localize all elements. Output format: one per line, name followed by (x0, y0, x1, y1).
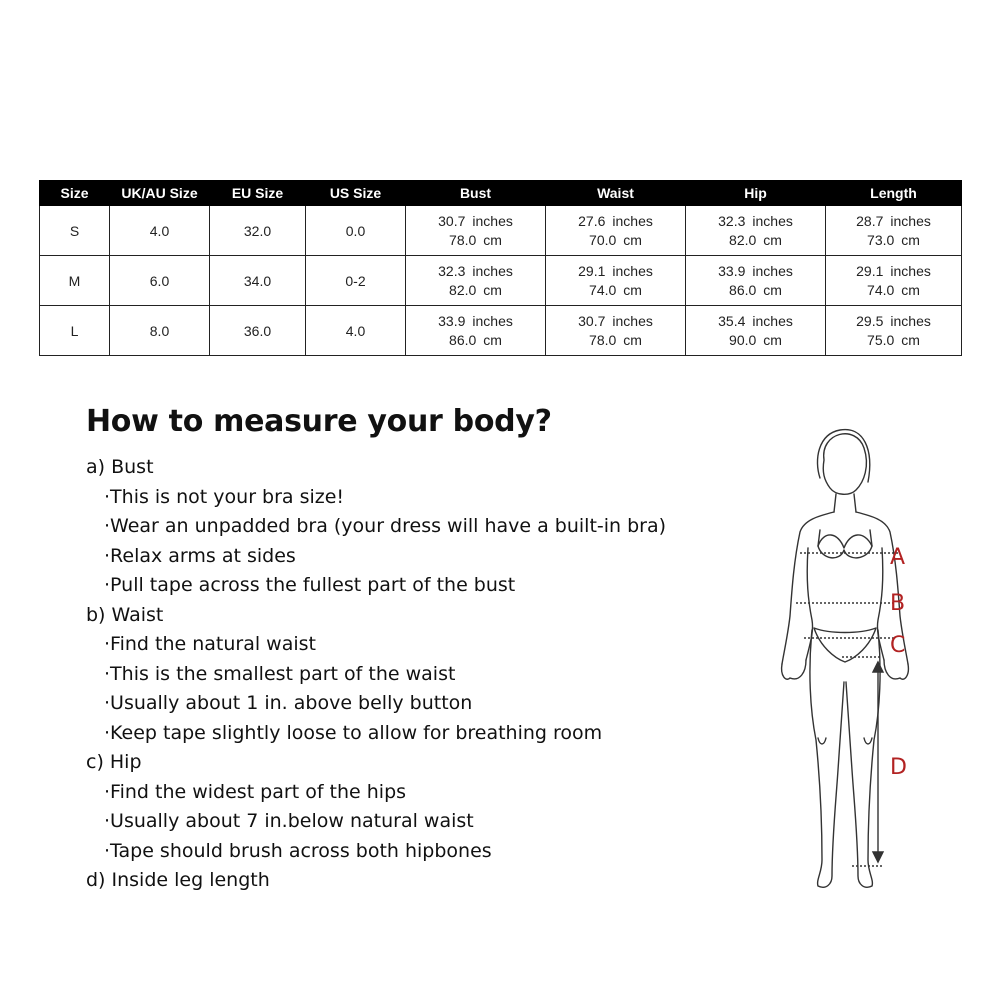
value: 82.0 (449, 282, 477, 298)
cell-uk-au-size: 4.0 (110, 206, 210, 256)
guide-tip: ·Usually about 7 in.below natural waist (104, 810, 474, 832)
header-length: Length (826, 181, 962, 206)
cell-us-size: 0-2 (306, 256, 406, 306)
unit: inches (890, 313, 931, 329)
guide-tip: ·Find the widest part of the hips (104, 780, 407, 803)
unit: inches (472, 213, 513, 229)
value: 82.0 (729, 232, 757, 248)
unit: inches (472, 313, 513, 329)
unit: cm (623, 232, 642, 248)
unit: inches (752, 213, 793, 229)
unit: cm (763, 282, 782, 298)
unit: cm (483, 332, 502, 348)
guide-title: How to measure your body? (86, 404, 552, 439)
header-uk-au-size: UK/AU Size (110, 181, 210, 206)
cell-hip-cm (686, 230, 826, 256)
guide-tip: ·Find the natural waist (104, 633, 316, 655)
cell-hip-inches (686, 206, 826, 231)
value: 32.3 (438, 263, 466, 279)
cell-waist-inches (546, 206, 686, 231)
cell-length-inches (826, 256, 962, 281)
cell-uk-au-size: 6.0 (110, 256, 210, 306)
table-row (40, 306, 962, 331)
cell-hip-cm (686, 330, 826, 356)
value: 86.0 (449, 332, 477, 348)
unit: cm (901, 232, 920, 248)
value: 33.9 (718, 263, 746, 279)
value: 90.0 (729, 332, 757, 348)
unit: cm (763, 232, 782, 248)
value: 27.6 (578, 213, 606, 229)
figure-label-b: B (890, 591, 906, 616)
guide-tip: ·Usually about 1 in. above belly button (104, 692, 473, 714)
cell-us-size: 4.0 (306, 306, 406, 356)
unit: cm (901, 282, 920, 298)
cell-length-cm (826, 230, 962, 256)
value: 32.3 (718, 213, 746, 229)
guide-tip: ·Keep tape slightly loose to allow for breathing room (104, 721, 603, 744)
value: 29.1 (856, 263, 884, 279)
cell-bust-inches (406, 256, 546, 281)
guide-tip: ·This is not your bra size! (104, 485, 345, 508)
cell-size: M (40, 256, 110, 306)
body-measurement-figure-icon (760, 420, 930, 900)
value: 70.0 (589, 232, 617, 248)
cell-bust-inches (406, 306, 546, 331)
guide-tip: ·Pull tape across the fullest part of the bust (104, 574, 516, 596)
header-eu-size: EU Size (210, 181, 306, 206)
cell-uk-au-size: 8.0 (110, 306, 210, 356)
cell-length-inches (826, 306, 962, 331)
cell-eu-size: 32.0 (210, 206, 306, 256)
unit: cm (623, 282, 642, 298)
header-us-size: US Size (306, 181, 406, 206)
unit: inches (612, 263, 653, 279)
value: 33.9 (438, 313, 466, 329)
value: 73.0 (867, 232, 895, 248)
unit: cm (483, 282, 502, 298)
unit: inches (752, 263, 793, 279)
guide-tip: ·Wear an unpadded bra (your dress will have a built-in bra) (104, 515, 667, 537)
cell-size: L (40, 306, 110, 356)
value: 29.5 (856, 313, 884, 329)
table-header-row (40, 181, 962, 206)
unit: cm (763, 332, 782, 348)
guide-tip: ·This is the smallest part of the waist (104, 662, 456, 685)
table-row (40, 256, 962, 281)
value: 35.4 (718, 313, 746, 329)
cell-waist-inches (546, 306, 686, 331)
cell-bust-cm (406, 330, 546, 356)
unit: cm (623, 332, 642, 348)
value: 78.0 (449, 232, 477, 248)
unit: inches (752, 313, 793, 329)
cell-hip-cm (686, 280, 826, 306)
cell-waist-cm (546, 330, 686, 356)
value: 78.0 (589, 332, 617, 348)
value: 30.7 (578, 313, 606, 329)
value: 75.0 (867, 332, 895, 348)
cell-bust-inches (406, 206, 546, 231)
guide-section-label: a) Bust (86, 456, 154, 478)
figure-label-c: C (890, 633, 906, 658)
figure-label-d: D (890, 755, 907, 780)
unit: inches (472, 263, 513, 279)
measure-guide (86, 404, 726, 896)
cell-length-cm (826, 330, 962, 356)
guide-tip: ·Relax arms at sides (104, 544, 296, 567)
guide-section-label: b) Waist (86, 603, 164, 626)
cell-eu-size: 36.0 (210, 306, 306, 356)
figure-label-a: A (890, 545, 906, 570)
guide-section-label: c) Hip (86, 751, 142, 773)
value: 74.0 (589, 282, 617, 298)
cell-size: S (40, 206, 110, 256)
value: 28.7 (856, 213, 884, 229)
header-hip: Hip (686, 181, 826, 206)
table-row (40, 206, 962, 231)
cell-waist-cm (546, 280, 686, 306)
cell-bust-cm (406, 230, 546, 256)
cell-hip-inches (686, 256, 826, 281)
unit: inches (890, 263, 931, 279)
unit: cm (901, 332, 920, 348)
value: 86.0 (729, 282, 757, 298)
cell-bust-cm (406, 280, 546, 306)
unit: cm (483, 232, 502, 248)
cell-waist-cm (546, 230, 686, 256)
value: 74.0 (867, 282, 895, 298)
guide-tip: ·Tape should brush across both hipbones (104, 839, 492, 862)
header-bust: Bust (406, 181, 546, 206)
guide-sections (86, 453, 726, 896)
unit: inches (890, 213, 931, 229)
cell-us-size: 0.0 (306, 206, 406, 256)
cell-waist-inches (546, 256, 686, 281)
unit: inches (612, 213, 653, 229)
header-waist: Waist (546, 181, 686, 206)
cell-length-inches (826, 206, 962, 231)
value: 30.7 (438, 213, 466, 229)
size-chart-table (39, 180, 962, 356)
header-size: Size (40, 181, 110, 206)
unit: inches (612, 313, 653, 329)
cell-hip-inches (686, 306, 826, 331)
guide-section-label: d) Inside leg length (86, 869, 270, 891)
body-measurement-figure (760, 420, 930, 900)
cell-eu-size: 34.0 (210, 256, 306, 306)
value: 29.1 (578, 263, 606, 279)
size-table-body (40, 206, 962, 356)
cell-length-cm (826, 280, 962, 306)
